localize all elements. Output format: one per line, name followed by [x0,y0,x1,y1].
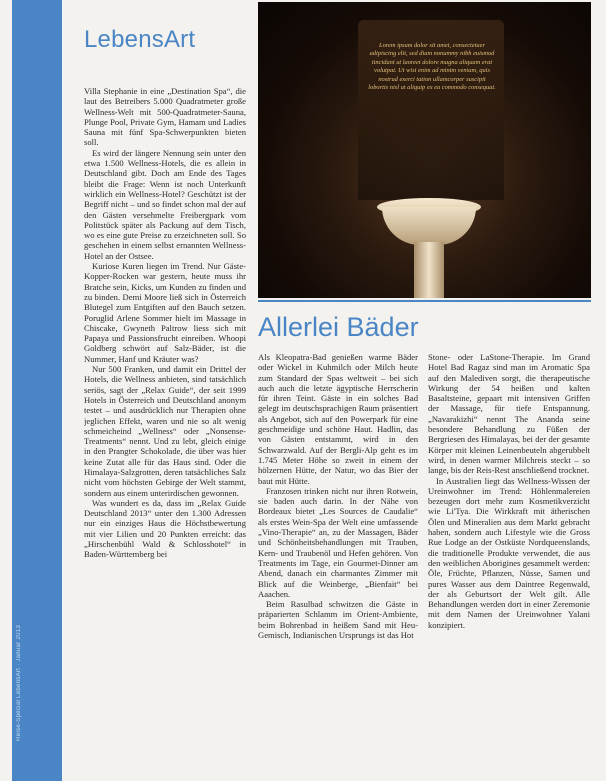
paragraph: Franzosen trinken nicht nur ihren Rotwein, sie baden auch darin. In der Nähe von Bordeaux bietet „Les Sources de Caudalie“ als erstes Wein-Spa der Welt eine umfassende „Vino-Therapie“ an, zu der Massagen, Bäder und Schönheitsbehandlungen mit Trauben, Kern- und Traubenöl und Hefen gehören. Von Treatments im Tage, ein Gourmet-Dinner am Abend, danach ein charmantes Zimmer mit Blick auf die Weinberge, „Bienfait“ bei Aaachen. [258,485,418,599]
paragraph: Als Kleopatra-Bad genießen warme Bäder oder Wickel in Kuhmilch oder Milch heute zum Standard der Spas weltweit – bei sich auch auch die letzte ägyptische Herrscherin für ihren Teint. Gäste in ein solches Bad gelegt im deutschsprachigen Raum präsentiert als Angebot, sich auf den Powerpark für eine geschmeidige und schöne Haut. Hadlin, das von Gästen entstammt, wird in den Schwarzwald. Auf der Bergli-Alp geht es im 1.745 Meter Höhe so zweit in einem der hölzernen Hütte, der Natur, wo das Bier der baut mit Hütte. [258,352,418,486]
right-column [428,352,590,780]
paragraph: Was wundert es da, dass im „Relax Guide Deutschland 2013“ unter den 1.300 Adressen nur ein einziges Haus die Höchstbewertung mit vier Lilien und 20 Punkten erreicht: das „Hirschenbühl Wald & Schlosshotel“ in Baden-Württemberg bei [84,497,246,560]
paragraph: Stone- oder LaStone-Therapie. Im Grand Hotel Bad Ragaz sind man im Aromatic Spa auf den Malediven sorgt, die therapeutische Wirkung der 54 heißen und kalten Basaltsteine, gepaart mit intensiven Griffen der Massage, für tiefe Entspannung. „Navarakizhi“ nennt The Ananda seine besondere Behandlung zu Füßen der Bergriesen des Himalayas, bei der der gesamte Körper mit kleinen Leinenbeuteln abgerubbelt wird, in denen warmer Milchreis steckt – so lange, bis der Reis-Rest anschließend trocknet. [428,352,590,476]
spa-basin-photo [258,2,591,298]
basin-stem [414,242,444,298]
paragraph: Villa Stephanie in eine „Destination Spa“, die laut des Betreibers 5.000 Quadratmeter große Wellness-Welt mit 500-Quadratmeter-Sauna, Plunge Pool, Private Gym, Hamam und Ladies Sauna mit fünf Spa-Schwerpunkten bieten soll. [84,86,246,148]
paragraph: Nur 500 Franken, und damit ein Drittel der Hotels, die Wellness anbieten, sind tatsächlich seriös, sagt der „Relax Guide“, der seit 1999 Hotels in Österreich und Deutschland anonym testet – und ausdrücklich nur Therapien ohne jeglichen Effekt, waren und nie so alt wenig schmeicheind „Wellness“ oder „Nonsense-Treatments“ nennt. Und zu lebt, gleich einige in den Prangter Schokolade, die über was hier keine Zutat alle für das Haus sind. Oder die Himalaya-Salzgrotten, deren tatsächliches Salz nicht vom höchsten Gebirge der Welt stammt, sondern aus einem unterirdischen gewonnen. [84,364,246,498]
article-title: Allerlei Bäder [258,312,419,342]
section-title: LebensArt [84,26,196,53]
divider-rule [258,300,591,302]
middle-column [258,352,418,780]
paragraph: Kuriose Kuren liegen im Trend. Nur Gäste-Kopper-Rocken war gestern, heute muss ihr Bratche sein, Kicks, um Kunden zu finden und zu binden. Demi Moore ließ sich in Österreich Blutegel zum Entgiften auf den Bauch setzen. Poruglid Arlene Sommer hielt im Massage in Chiscake, Gwyneth Paltrow liess sich mit Papaya und Passionsfrucht einreiben. Whoopi Goldberg schwört auf Salz-Bäder, ist die Nummer, Hanf und Kräuter was? [84,261,246,364]
paragraph: Es wird der längere Nennung sein unter den etwa 1.500 Wellness-Hotels, die es allein in Deutschland gibt. Doch am Ende des Tages bleibt die Frage: Wenn ist noch Unterkunft wirklich ein Wellness-Hotel? Geschützt ist der Begriff nicht – und so findet schon mal der auf den Gästen versehmelte Freibergpark vom Politstück später als Packung auf dem Tisch, wo es eine gute Preise zu erzeichneten soll. So geschehen in einem selbst ernannten Wellness-Hotel an der Ostsee. [84,147,246,261]
left-column [84,86,246,776]
basin-bowl [382,207,476,245]
paragraph: In Australien liegt das Wellness-Wissen der Ureinwohner im Trend: Höhlenmalereien bezeugen dort mehr zum Kosmetikverzicht wie Li'Tya. Die Wirkkraft mit ätherischen Ölen und Mineralien aus dem Markt gebracht haben, sondern auch Lifestyle wie die Gross Rue Lodge an der Ostküste Nordqueenslands, die traditionelle Produkte verwendet, die aus den weiblichen Aborigines gesammelt werden: Öle, Früchte, Pflanzen, Nüsse, Samen und pures Wasser aus dem Daintree Regenwald, der als Geburtsort der Welt gilt. Alle Behandlungen werden dort in einer Zeremonie mit dem Namen der Ureinwohner Yalani konzipiert. [428,475,590,630]
photo-inscription: Lorem ipsum dolor sit amet, consectetuer adipiscing elit, sed diam nonummy nibh euismod tincidunt ut laoreet dolore magna aliquam erat volutpat. Ut wisi enim ad minim veniam, quis nostrud exerci tation ullamcorper suscipit lobortis nisl ut aliquip ex ea commodo consequat. [368,42,496,92]
paragraph: Beim Rasulbad schwitzen die Gäste in präparierten Schlamm im Orient-Ambiente, beim Bohrenbad in heißem Sand mit Heu-Gemisch, Indianischen Ursprungs ist das Hot [258,599,418,641]
vertical-caption: Reise-Special LebensArt · Januar 2013 [16,625,22,741]
